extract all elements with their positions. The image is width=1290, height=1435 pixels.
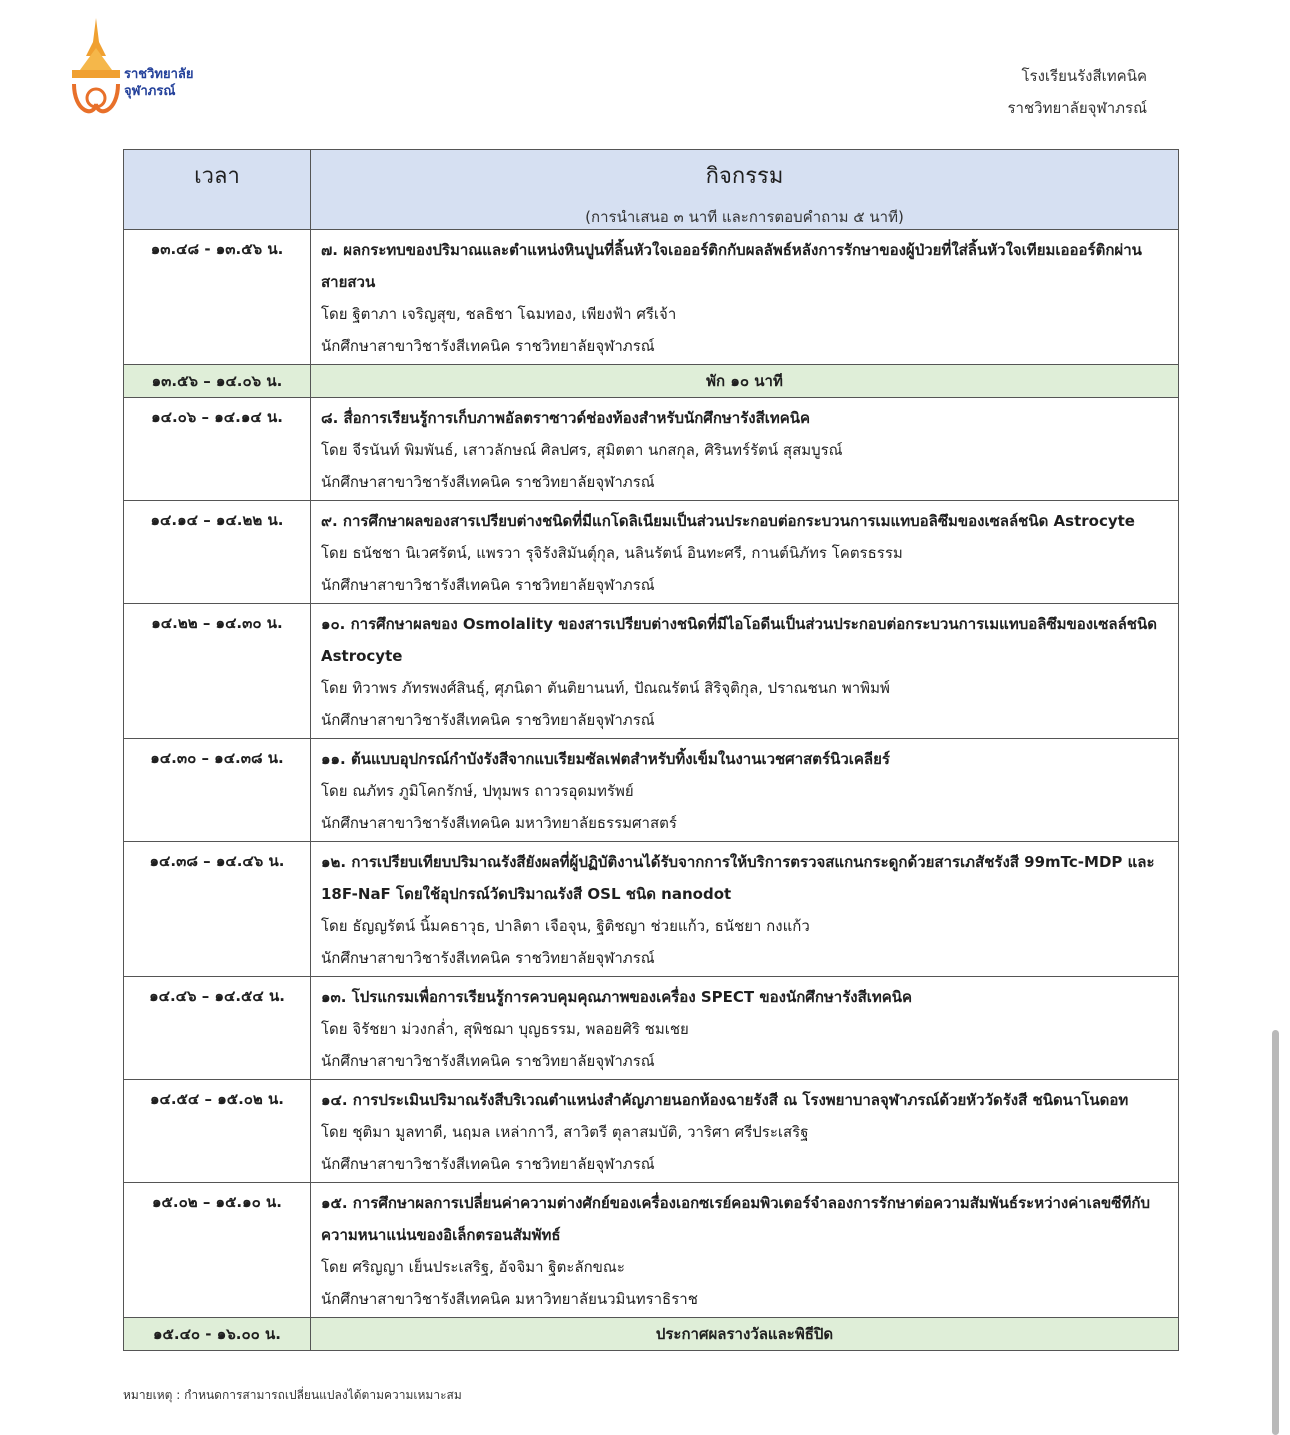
presentation-title: ๑๑. ต้นแบบอุปกรณ์กำบังรังสีจากแบเรียมซัลเฟตสำหรับทิ้งเข็มในงานเวชศาสตร์นิวเคลียร์	[321, 750, 890, 768]
presentation-row	[124, 604, 1179, 739]
row-time: ๑๔.๔๖ – ๑๔.๕๔ น.	[124, 977, 311, 1080]
presentation-title: ๑๓. โปรแกรมเพื่อการเรียนรู้การควบคุมคุณภาพของเครื่อง SPECT ของนักศึกษารังสีเทคนิค	[321, 988, 913, 1006]
row-activity	[311, 1183, 1179, 1318]
break-row	[124, 1318, 1179, 1351]
presentation-title: ๗. ผลกระทบของปริมาณและตำแหน่งหินปูนที่ลิ้นหัวใจเอออร์ติกกับผลลัพธ์หลังการรักษาของผู้ป่วยที่ใส่ลิ้นหัวใจเทียมเอออร์ติกผ่านสายสวน	[321, 241, 1142, 291]
row-activity	[311, 977, 1179, 1080]
schedule-table	[123, 149, 1179, 1351]
pagoda-emblem-icon	[66, 18, 126, 118]
presentation-authors: โดย ณภัทร ภูมิโคกรักษ์, ปทุมพร ถาวรอุดมทรัพย์	[321, 782, 634, 800]
presentation-authors: โดย ทิวาพร ภัทรพงศ์สินธุ์, ศุภนิดา ตันติยานนท์, ปัณณรัตน์ สิริจุติกุล, ปราณชนก พาพิมพ์	[321, 679, 890, 697]
row-activity	[311, 398, 1179, 501]
break-label: พัก ๑๐ นาที	[311, 365, 1179, 398]
footnote: หมายเหตุ : กำหนดการสามารถเปลี่ยนแปลงได้ตามความเหมาะสม	[123, 1388, 462, 1402]
presentation-row	[124, 398, 1179, 501]
presentation-row	[124, 739, 1179, 842]
logo-text-line2: จุฬาภรณ์	[124, 84, 176, 99]
row-activity	[311, 1080, 1179, 1183]
presentation-authors: โดย ชุติมา มูลทาดี, นฤมล เหล่ากาวี, สาวิตรี ตุลาสมบัติ, วาริศา ศรีประเสริฐ	[321, 1123, 809, 1141]
school-name-line1: โรงเรียนรังสีเทคนิค	[1021, 67, 1147, 85]
presentation-affiliation: นักศึกษาสาขาวิชารังสีเทคนิค ราชวิทยาลัยจุฬาภรณ์	[321, 337, 655, 355]
presentation-row	[124, 1080, 1179, 1183]
presentation-row	[124, 1183, 1179, 1318]
schedule-header-row	[124, 150, 1179, 230]
row-time: ๑๔.๒๒ – ๑๔.๓๐ น.	[124, 604, 311, 739]
break-row	[124, 365, 1179, 398]
presentation-authors: โดย ฐิตาภา เจริญสุข, ชลธิชา โฉมทอง, เพียงฟ้า ศรีเจ้า	[321, 305, 677, 323]
row-time: ๑๔.๕๔ – ๑๕.๐๒ น.	[124, 1080, 311, 1183]
time-header-label: เวลา	[194, 164, 240, 189]
presentation-title: ๑๒. การเปรียบเทียบปริมาณรังสียังผลที่ผู้ปฏิบัติงานได้รับจากการให้บริการตรวจสแกนกระดูกด้วยสารเภสัชรังสี 99mTc-MDP และ 18F-NaF โดยใช้อุปกรณ์วัดปริมาณรังสี OSL ชนิด nanodot	[321, 853, 1155, 903]
row-time: ๑๕.๔๐ - ๑๖.๐๐ น.	[124, 1318, 311, 1351]
row-activity	[311, 604, 1179, 739]
presentation-affiliation: นักศึกษาสาขาวิชารังสีเทคนิค มหาวิทยาลัยธรรมศาสตร์	[321, 814, 677, 832]
row-time: ๑๔.๐๖ – ๑๔.๑๔ น.	[124, 398, 311, 501]
presentation-title: ๙. การศึกษาผลของสารเปรียบต่างชนิดที่มีแกโดลิเนียมเป็นส่วนประกอบต่อกระบวนการเมแทบอลิซึมของเซลล์ชนิด Astrocyte	[321, 512, 1135, 530]
presentation-row	[124, 842, 1179, 977]
row-activity	[311, 501, 1179, 604]
school-name-line2: ราชวิทยาลัยจุฬาภรณ์	[1007, 99, 1147, 117]
presentation-affiliation: นักศึกษาสาขาวิชารังสีเทคนิค ราชวิทยาลัยจุฬาภรณ์	[321, 473, 655, 491]
activity-column-header	[311, 150, 1179, 230]
presentation-authors: โดย ธัญญรัตน์ นิ้มคธาวุธ, ปาลิตา เจือจุน, ฐิติชญา ช่วยแก้ว, ธนัชยา กงแก้ว	[321, 917, 810, 935]
row-activity	[311, 739, 1179, 842]
presentation-affiliation: นักศึกษาสาขาวิชารังสีเทคนิค ราชวิทยาลัยจุฬาภรณ์	[321, 576, 655, 594]
activity-header-label: กิจกรรม	[705, 164, 784, 189]
presentation-authors: โดย ศริญญา เย็นประเสริฐ, อัจจิมา ฐิตะลักขณะ	[321, 1258, 625, 1276]
presentation-row	[124, 501, 1179, 604]
activity-header-subtitle: (การนำเสนอ ๓ นาที และการตอบคำถาม ๕ นาที)	[585, 208, 904, 226]
break-label: ประกาศผลรางวัลและพิธีปิด	[311, 1318, 1179, 1351]
presentation-authors: โดย จีรนันท์ พิมพันธ์, เสาวลักษณ์ ศิลปศร, สุมิตตา นกสกุล, ศิรินทร์รัตน์ สุสมบูรณ์	[321, 441, 843, 459]
presentation-affiliation: นักศึกษาสาขาวิชารังสีเทคนิค ราชวิทยาลัยจุฬาภรณ์	[321, 949, 655, 967]
row-time: ๑๓.๔๘ - ๑๓.๕๖ น.	[124, 230, 311, 365]
page-scrollbar[interactable]	[1272, 1030, 1279, 1435]
school-name	[1008, 60, 1148, 124]
presentation-title: ๘. สื่อการเรียนรู้การเก็บภาพอัลตราซาวด์ช่องท้องสำหรับนักศึกษารังสีเทคนิค	[321, 409, 811, 427]
logo-text	[124, 66, 193, 100]
presentation-affiliation: นักศึกษาสาขาวิชารังสีเทคนิค มหาวิทยาลัยนวมินทราธิราช	[321, 1290, 698, 1308]
presentation-affiliation: นักศึกษาสาขาวิชารังสีเทคนิค ราชวิทยาลัยจุฬาภรณ์	[321, 1155, 655, 1173]
presentation-row	[124, 230, 1179, 365]
presentation-title: ๑๕. การศึกษาผลการเปลี่ยนค่าความต่างศักย์ของเครื่องเอกซเรย์คอมพิวเตอร์จำลองการรักษาต่อความสัมพันธ์ระหว่างค่าเลขซีทีกับความหนาแน่นของอิเล็กตรอนสัมพัทธ์	[321, 1194, 1150, 1244]
row-activity	[311, 842, 1179, 977]
logo-text-line1: ราชวิทยาลัย	[124, 67, 194, 82]
presentation-title: ๑๐. การศึกษาผลของ Osmolality ของสารเปรียบต่างชนิดที่มีไอโอดีนเป็นส่วนประกอบต่อกระบวนการเมแทบอลิซึมของเซลล์ชนิด Astrocyte	[321, 615, 1157, 665]
row-activity	[311, 230, 1179, 365]
presentation-affiliation: นักศึกษาสาขาวิชารังสีเทคนิค ราชวิทยาลัยจุฬาภรณ์	[321, 1052, 655, 1070]
presentation-title: ๑๔. การประเมินปริมาณรังสีบริเวณตำแหน่งสำคัญภายนอกห้องฉายรังสี ณ โรงพยาบาลจุฬาภรณ์ด้วยหัววัดรังสี ชนิดนาโนดอท	[321, 1091, 1129, 1109]
row-time: ๑๔.๓๘ – ๑๔.๔๖ น.	[124, 842, 311, 977]
row-time: ๑๔.๓๐ – ๑๔.๓๘ น.	[124, 739, 311, 842]
row-time: ๑๔.๑๔ – ๑๔.๒๒ น.	[124, 501, 311, 604]
row-time: ๑๓.๕๖ – ๑๔.๐๖ น.	[124, 365, 311, 398]
presentation-authors: โดย ธนัชชา นิเวศรัตน์, แพรวา รุจิรังสิมันตุ์กุล, นลินรัตน์ อินทะศรี, กานต์นิภัทร โคตรธรรม	[321, 544, 903, 562]
time-column-header	[124, 150, 311, 230]
presentation-authors: โดย จิรัชยา ม่วงกล่ำ, สุพิชฌา บุญธรรม, พลอยศิริ ชมเชย	[321, 1020, 689, 1038]
presentation-affiliation: นักศึกษาสาขาวิชารังสีเทคนิค ราชวิทยาลัยจุฬาภรณ์	[321, 711, 655, 729]
presentation-row	[124, 977, 1179, 1080]
row-time: ๑๕.๐๒ – ๑๕.๑๐ น.	[124, 1183, 311, 1318]
